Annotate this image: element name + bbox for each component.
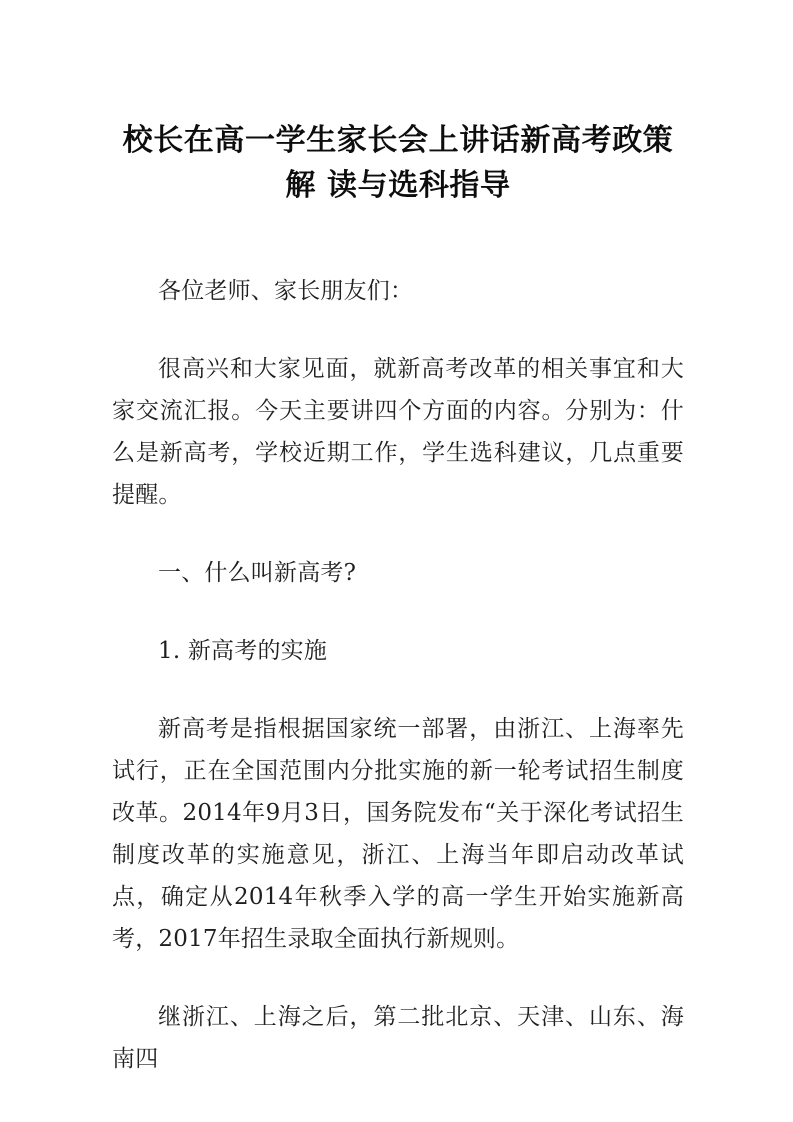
salutation: 各位老师、家长朋友们： [158, 278, 414, 304]
section-heading-1: 一、什么叫新高考? [158, 560, 357, 586]
page-title [112, 0, 684, 208]
paragraph-second-batch: 继浙江、上海之后，第二批北京、天津、山东、海南四 [112, 1004, 684, 1072]
document-body [112, 270, 684, 1080]
page-content [112, 0, 684, 1080]
subheading-1-1: 1. 新高考的实施 [158, 638, 328, 664]
page-title-line-2: 读与选科指导 [327, 168, 511, 203]
paragraph-intro: 很高兴和大家见面，就新高考改革的相关事宜和大家交流汇报。今天主要讲四个方面的内容。分别为：什么是新高考，学校近期工作，学生选科建议，几点重要提醒。 [112, 356, 684, 508]
page-title-line-1: 校长在高一学生家长会上讲话新高考政策解 [122, 123, 674, 203]
paragraph-definition: 新高考是指根据国家统一部署，由浙江、上海率先试行，正在全国范围内分批实施的新一轮考试招生制度改革。2014年9月3日，国务院发布“关于深化考试招生制度改革的实施意见，浙江、上海当年即启动改革试点，确定从2014年秋季入学的高一学生开始实施新高考，2017年招生录取全面执行新规则。 [112, 716, 684, 952]
